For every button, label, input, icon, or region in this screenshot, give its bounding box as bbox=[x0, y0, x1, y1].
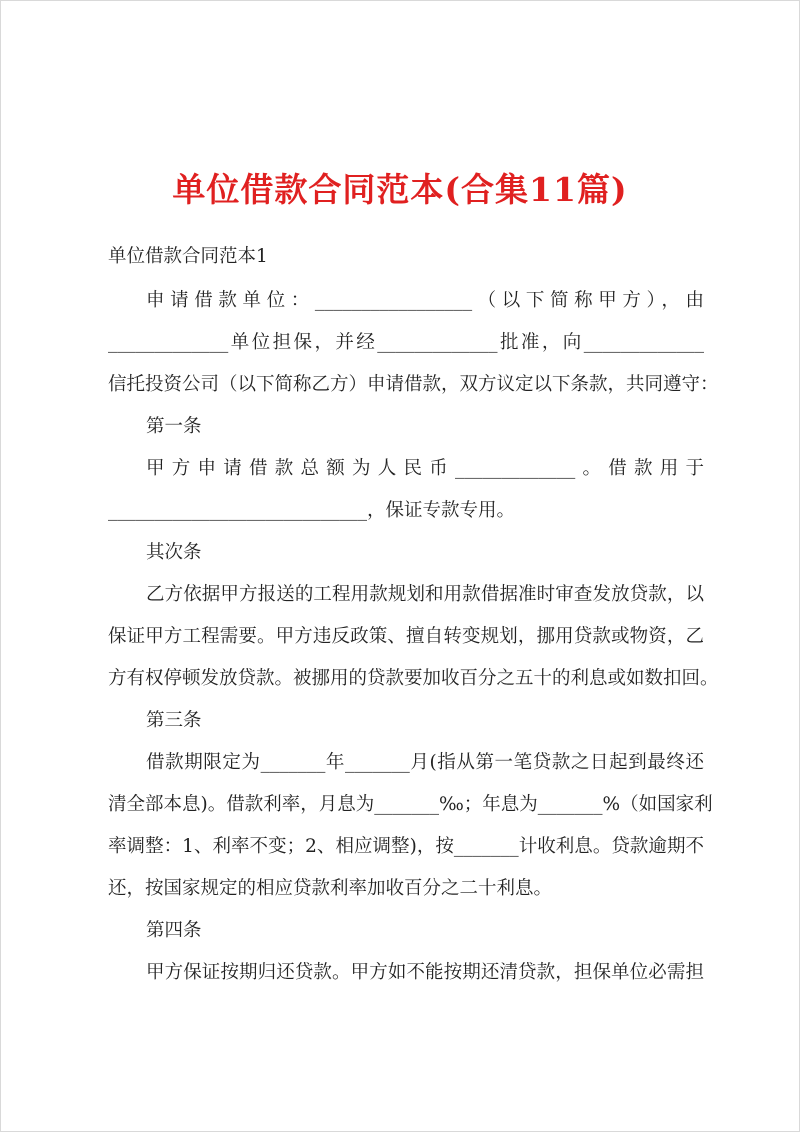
article-heading: 第三条 bbox=[146, 710, 202, 731]
paragraph-line: 清全部本息)。借款利率，月息为_______‰；年息为_______%（如国家利 bbox=[108, 794, 713, 815]
document-subtitle: 单位借款合同范本1 bbox=[108, 246, 268, 267]
paragraph-line: 借款期限定为_______年_______月(指从第一笔贷款之日起到最终还 bbox=[146, 752, 704, 773]
article-heading: 第一条 bbox=[146, 416, 202, 437]
paragraph-line: 甲方保证按期归还贷款。甲方如不能按期还清贷款，担保单位必需担 bbox=[146, 962, 704, 983]
document-title: 单位借款合同范本(合集11篇) bbox=[172, 170, 628, 209]
paragraph-line: _____________单位担保，并经_____________批准，向_____________ bbox=[108, 332, 704, 353]
paragraph-line: 甲方申请借款总额为人民币_____________。借款用于 bbox=[146, 458, 704, 479]
article-heading: 其次条 bbox=[146, 542, 202, 563]
paragraph-line: 保证甲方工程需要。甲方违反政策、擅自转变规划，挪用贷款或物资，乙 bbox=[108, 626, 704, 647]
paragraph-line: 乙方依据甲方报送的工程用款规划和用款借据准时审查发放贷款，以 bbox=[146, 584, 704, 605]
paragraph-line: 率调整：1、利率不变；2、相应调整)，按_______计收利息。贷款逾期不 bbox=[108, 836, 704, 857]
paragraph-line: 申请借款单位：_________________（以下简称甲方），由 bbox=[146, 290, 704, 311]
paragraph-line: 方有权停顿发放贷款。被挪用的贷款要加收百分之五十的利息或如数扣回。 bbox=[108, 668, 719, 689]
paragraph-line: 信托投资公司（以下简称乙方）申请借款，双方议定以下条款，共同遵守： bbox=[108, 374, 719, 395]
paragraph-line: ____________________________，保证专款专用。 bbox=[108, 500, 516, 521]
article-heading: 第四条 bbox=[146, 920, 202, 941]
paragraph-line: 还，按国家规定的相应贷款利率加收百分之二十利息。 bbox=[108, 878, 553, 899]
